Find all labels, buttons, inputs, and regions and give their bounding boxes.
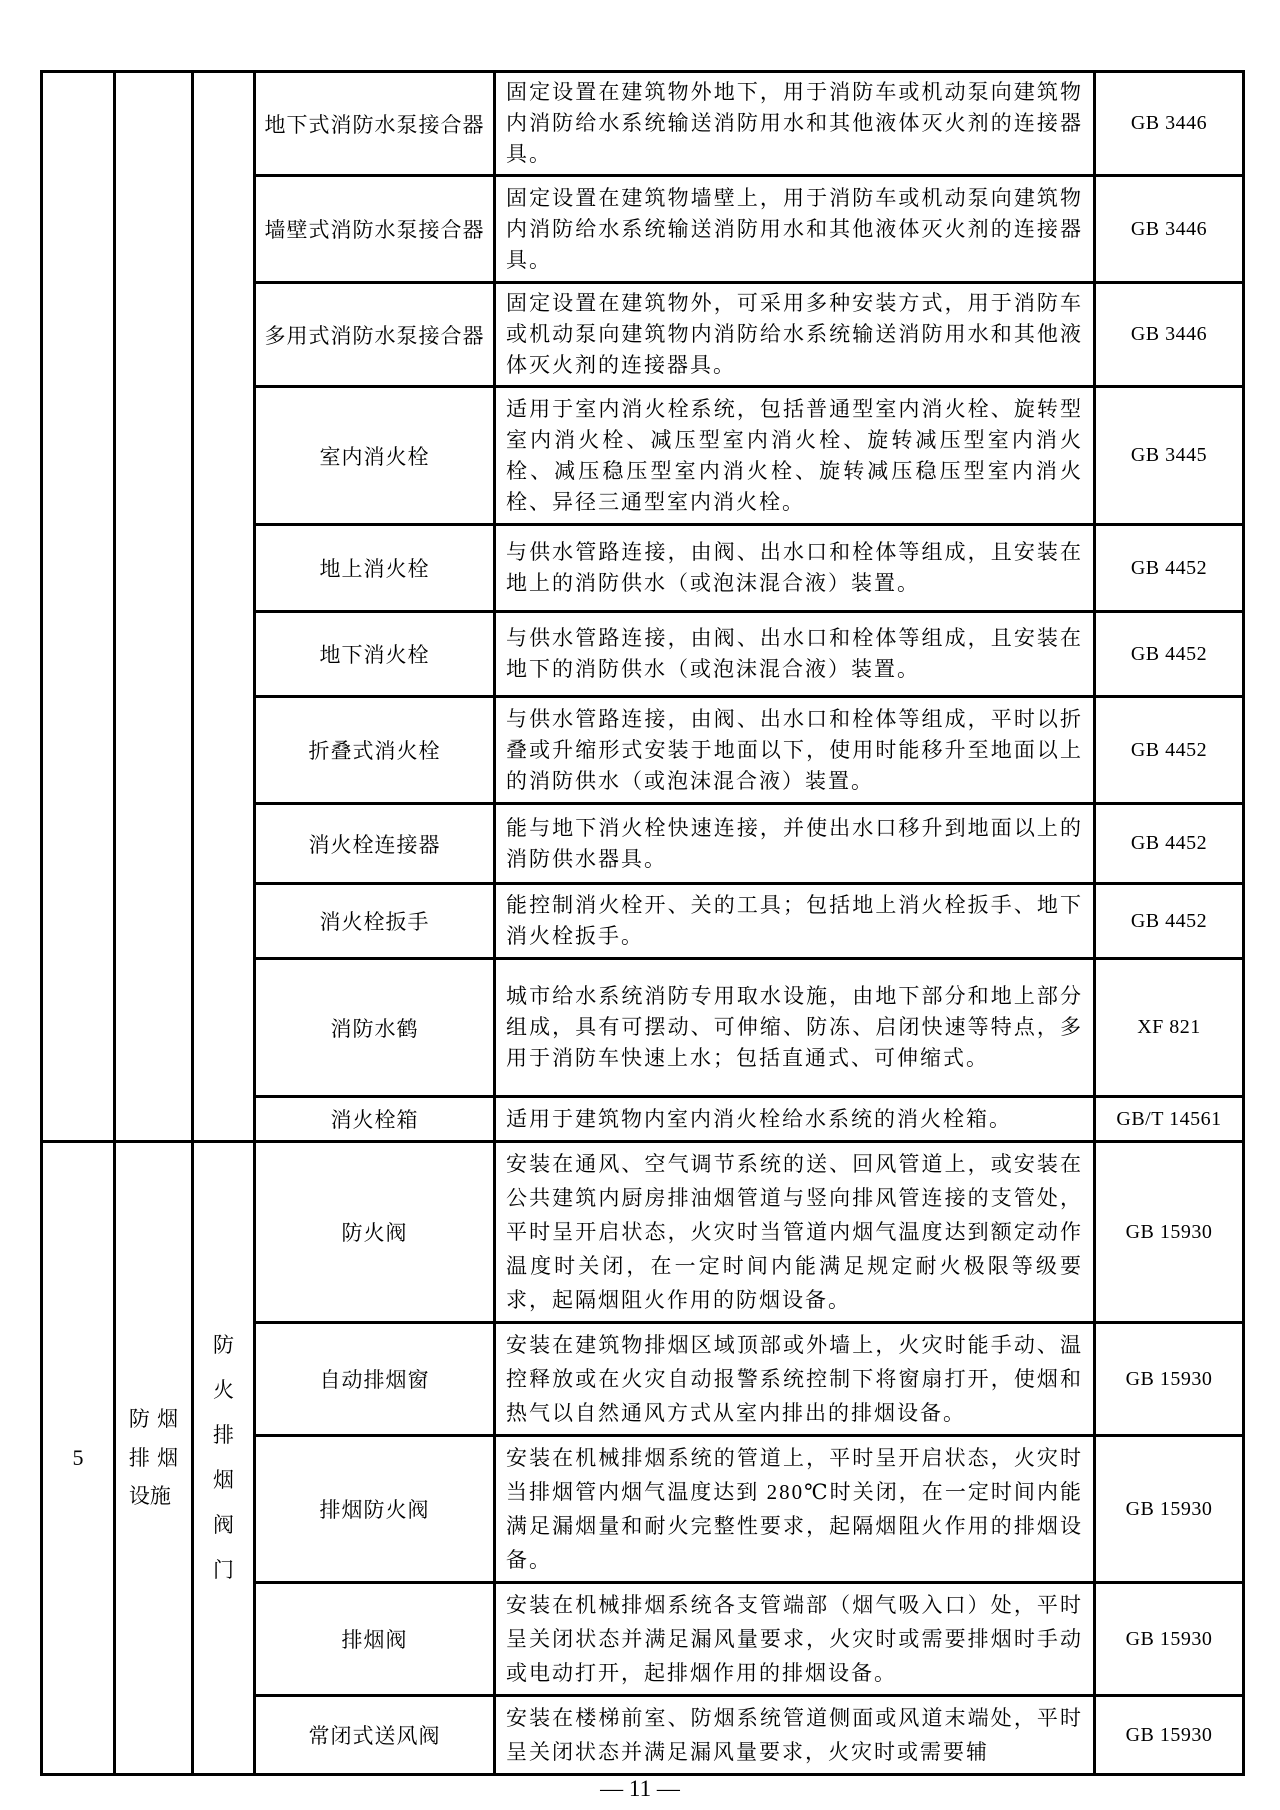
equipment-description-cell: 安装在楼梯前室、防烟系统管道侧面或风道末端处，平时呈关闭状态并满足漏风量要求，火灾时或需要辅 [495,1696,1095,1775]
standard-cell: GB 15930 [1095,1142,1244,1323]
equipment-description-cell: 固定设置在建筑物外，可采用多种安装方式，用于消防车或机动泵向建筑物内消防给水系统输送消防用水和其他液体灭火剂的连接器具。 [495,283,1095,387]
equipment-table [40,70,1245,1776]
equipment-description-cell: 与供水管路连接，由阀、出水口和栓体等组成，平时以折叠或升缩形式安装于地面以下，使用时能移升至地面以上的消防供水（或泡沫混合液）装置。 [495,697,1095,804]
equipment-description-cell: 适用于室内消火栓系统，包括普通型室内消火栓、旋转型室内消火栓、减压型室内消火栓、旋转减压型室内消火栓、减压稳压型室内消火栓、旋转减压稳压型室内消火栓、异径三通型室内消火栓。 [495,387,1095,525]
standard-cell: GB 4452 [1095,612,1244,697]
equipment-name-cell: 室内消火栓 [255,387,495,525]
equipment-name-cell: 消防水鹤 [255,959,495,1097]
equipment-name-cell: 自动排烟窗 [255,1323,495,1436]
category-cell [115,1142,193,1775]
equipment-description-cell: 适用于建筑物内室内消火栓给水系统的消火栓箱。 [495,1097,1095,1142]
equipment-description-cell: 与供水管路连接，由阀、出水口和栓体等组成，且安装在地下的消防供水（或泡沫混合液）装置。 [495,612,1095,697]
table-row [42,72,1244,176]
subcategory-label: 防火排烟阀门 [213,1332,234,1583]
equipment-description-cell: 安装在机械排烟系统的管道上，平时呈开启状态，火灾时当排烟管内烟气温度达到 280℃时关闭，在一定时间内能满足漏烟量和耐火完整性要求，起隔烟阻火作用的排烟设备。 [495,1436,1095,1583]
category-cell-continued [115,72,193,1142]
table-row [42,1142,1244,1323]
equipment-description-cell: 安装在通风、空气调节系统的送、回风管道上，或安装在公共建筑内厨房排油烟管道与竖向排风管连接的支管处，平时呈开启状态，火灾时当管道内烟气温度达到额定动作温度时关闭，在一定时间内能满足规定耐火极限等级要求，起隔烟阻火作用的防烟设备。 [495,1142,1095,1323]
standard-cell: GB 15930 [1095,1583,1244,1696]
equipment-name-cell: 消火栓箱 [255,1097,495,1142]
equipment-description-cell: 与供水管路连接，由阀、出水口和栓体等组成，且安装在地上的消防供水（或泡沫混合液）装置。 [495,525,1095,612]
equipment-description-cell: 安装在机械排烟系统各支管端部（烟气吸入口）处，平时呈关闭状态并满足漏风量要求，火灾时或需要排烟时手动或电动打开，起排烟作用的排烟设备。 [495,1583,1095,1696]
equipment-description-cell: 固定设置在建筑物外地下，用于消防车或机动泵向建筑物内消防给水系统输送消防用水和其他液体灭火剂的连接器具。 [495,72,1095,176]
section-number-cell: 5 [42,1142,115,1775]
equipment-name-cell: 排烟防火阀 [255,1436,495,1583]
equipment-name-cell: 墙壁式消防水泵接合器 [255,176,495,283]
page-number: — 11 — [600,1776,680,1801]
category-label: 防烟排烟设施 [128,1406,179,1509]
standard-cell: GB 15930 [1095,1696,1244,1775]
equipment-name-cell: 常闭式送风阀 [255,1696,495,1775]
equipment-name-cell: 消火栓扳手 [255,884,495,959]
equipment-name-cell: 地上消火栓 [255,525,495,612]
standard-cell: GB 3446 [1095,72,1244,176]
standard-cell: GB 4452 [1095,525,1244,612]
equipment-description-cell: 固定设置在建筑物墙壁上，用于消防车或机动泵向建筑物内消防给水系统输送消防用水和其他液体灭火剂的连接器具。 [495,176,1095,283]
equipment-description-cell: 安装在建筑物排烟区域顶部或外墙上，火灾时能手动、温控释放或在火灾自动报警系统控制下将窗扇打开，使烟和热气以自然通风方式从室内排出的排烟设备。 [495,1323,1095,1436]
standard-cell: XF 821 [1095,959,1244,1097]
standard-cell: GB 15930 [1095,1323,1244,1436]
subcategory-cell-continued [193,72,255,1142]
equipment-description-cell: 能与地下消火栓快速连接，并使出水口移升到地面以上的消防供水器具。 [495,804,1095,884]
standard-cell: GB/T 14561 [1095,1097,1244,1142]
equipment-name-cell: 地下消火栓 [255,612,495,697]
equipment-name-cell: 消火栓连接器 [255,804,495,884]
section-number-cell-continued [42,72,115,1142]
subcategory-cell [193,1142,255,1775]
equipment-name-cell: 折叠式消火栓 [255,697,495,804]
equipment-name-cell: 排烟阀 [255,1583,495,1696]
standard-cell: GB 4452 [1095,884,1244,959]
equipment-name-cell: 防火阀 [255,1142,495,1323]
equipment-name-cell: 地下式消防水泵接合器 [255,72,495,176]
equipment-description-cell: 城市给水系统消防专用取水设施，由地下部分和地上部分组成，具有可摆动、可伸缩、防冻、启闭快速等特点，多用于消防车快速上水；包括直通式、可伸缩式。 [495,959,1095,1097]
standard-cell: GB 4452 [1095,804,1244,884]
equipment-description-cell: 能控制消火栓开、关的工具；包括地上消火栓扳手、地下消火栓扳手。 [495,884,1095,959]
standard-cell: GB 4452 [1095,697,1244,804]
standard-cell: GB 15930 [1095,1436,1244,1583]
standard-cell: GB 3446 [1095,176,1244,283]
equipment-name-cell: 多用式消防水泵接合器 [255,283,495,387]
standard-cell: GB 3446 [1095,283,1244,387]
standard-cell: GB 3445 [1095,387,1244,525]
